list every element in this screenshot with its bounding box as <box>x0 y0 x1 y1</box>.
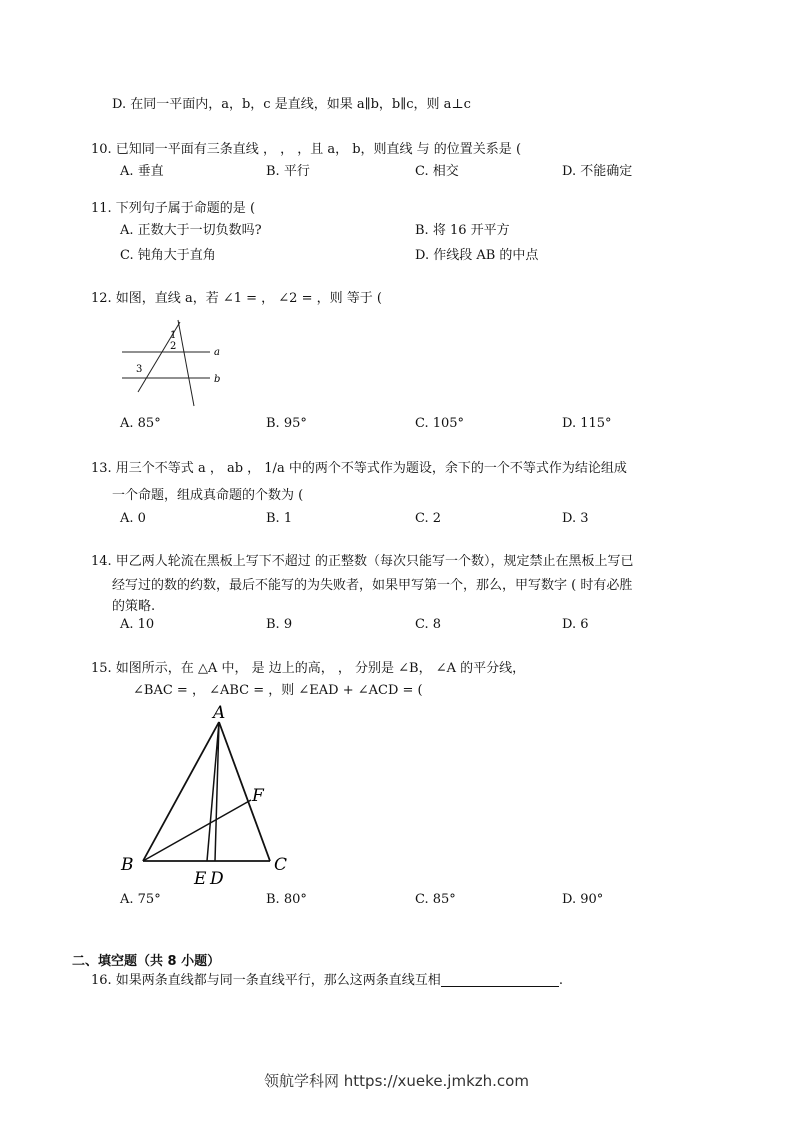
q14-option-c: C. 8 <box>415 617 442 632</box>
q13-option-b: B. 1 <box>266 511 293 526</box>
fig-label-A: A <box>213 703 226 723</box>
q14-stem-line3: 的策略. <box>112 599 156 614</box>
q11-option-a: A. 正数大于一切负数吗? <box>120 223 262 238</box>
q13-option-a: A. 0 <box>120 511 146 526</box>
q16-text: 16. 如果两条直线都与同一条直线平行，那么这两条直线互相 <box>91 973 441 988</box>
q12-option-a: A. 85° <box>120 416 161 431</box>
q16-answer-blank[interactable] <box>441 972 559 987</box>
q10-option-d: D. 不能确定 <box>562 164 633 179</box>
q16-end: . <box>558 973 563 988</box>
q14-stem-line1: 14. 甲乙两人轮流在黑板上写下不超过 的正整数（每次只能写一个数），规定禁止在黑板上写已 <box>91 554 634 569</box>
fig-label-1: 1 <box>170 330 177 341</box>
q12-figure <box>118 316 228 408</box>
q13-option-d: D. 3 <box>562 511 589 526</box>
q12-option-b: B. 95° <box>266 416 307 431</box>
fig-label-b: b <box>214 374 221 385</box>
q15-option-d: D. 90° <box>562 892 604 907</box>
q11-option-c: C. 钝角大于直角 <box>120 248 216 263</box>
q15-stem-line1: 15. 如图所示，在 △A 中， 是 边上的高， ， 分别是 ∠B， ∠A 的平分线， <box>91 661 526 676</box>
q11-option-d: D. 作线段 AB 的中点 <box>415 248 539 263</box>
q14-option-b: B. 9 <box>266 617 293 632</box>
q14-option-a: A. 10 <box>120 617 155 632</box>
q16-stem <box>91 972 563 990</box>
option-d-prev: D. 在同一平面内，a，b，c 是直线，如果 a∥b，b∥c，则 a⊥c <box>112 97 471 112</box>
fig-label-a: a <box>214 347 220 358</box>
q10-stem: 10. 已知同一平面有三条直线 ， ， ，且 a， b，则直线 与 的位置关系是 ( <box>91 142 522 157</box>
q10-option-b: B. 平行 <box>266 164 310 179</box>
q12-option-d: D. 115° <box>562 416 612 431</box>
q15-option-b: B. 80° <box>266 892 307 907</box>
q13-option-c: C. 2 <box>415 511 442 526</box>
q10-option-c: C. 相交 <box>415 164 459 179</box>
q14-option-d: D. 6 <box>562 617 589 632</box>
fig-label-B: B <box>121 855 134 875</box>
fig-label-F: F <box>252 786 264 806</box>
q12-stem: 12. 如图，直线 a，若 ∠1 = ， ∠2 = ，则 等于 ( <box>91 291 382 306</box>
transversal-1 <box>178 320 194 406</box>
fig-label-D: D <box>210 869 224 889</box>
q15-stem-line2: ∠BAC = ， ∠ABC = ，则 ∠EAD + ∠ACD = ( <box>133 683 423 698</box>
footer-watermark: 领航学科网 https://xueke.jmkzh.com <box>264 1072 529 1090</box>
q13-stem-line2: 一个命题，组成真命题的个数为 ( <box>112 488 304 503</box>
fig-label-3: 3 <box>136 364 143 375</box>
fig-label-E: E <box>194 869 207 889</box>
fig-label-C: C <box>274 855 288 875</box>
q15-option-c: C. 85° <box>415 892 456 907</box>
q10-option-a: A. 垂直 <box>120 164 164 179</box>
q11-stem: 11. 下列句子属于命题的是 ( <box>91 201 256 216</box>
q11-option-b: B. 将 16 开平方 <box>415 223 510 238</box>
q14-stem-line2: 经写过的数的约数，最后不能写的为失败者，如果甲写第一个，那么，甲写数字 ( 时有必胜 <box>112 578 633 593</box>
fig-label-2: 2 <box>170 341 177 352</box>
section-heading: 二、填空题（共 8 小题） <box>72 954 221 969</box>
q15-option-a: A. 75° <box>120 892 161 907</box>
q12-option-c: C. 105° <box>415 416 465 431</box>
q13-stem-line1: 13. 用三个不等式 a ， ab ， 1/a 中的两个不等式作为题设，余下的一个不等式作为结论组成 <box>91 461 627 476</box>
q15-figure <box>115 700 305 890</box>
